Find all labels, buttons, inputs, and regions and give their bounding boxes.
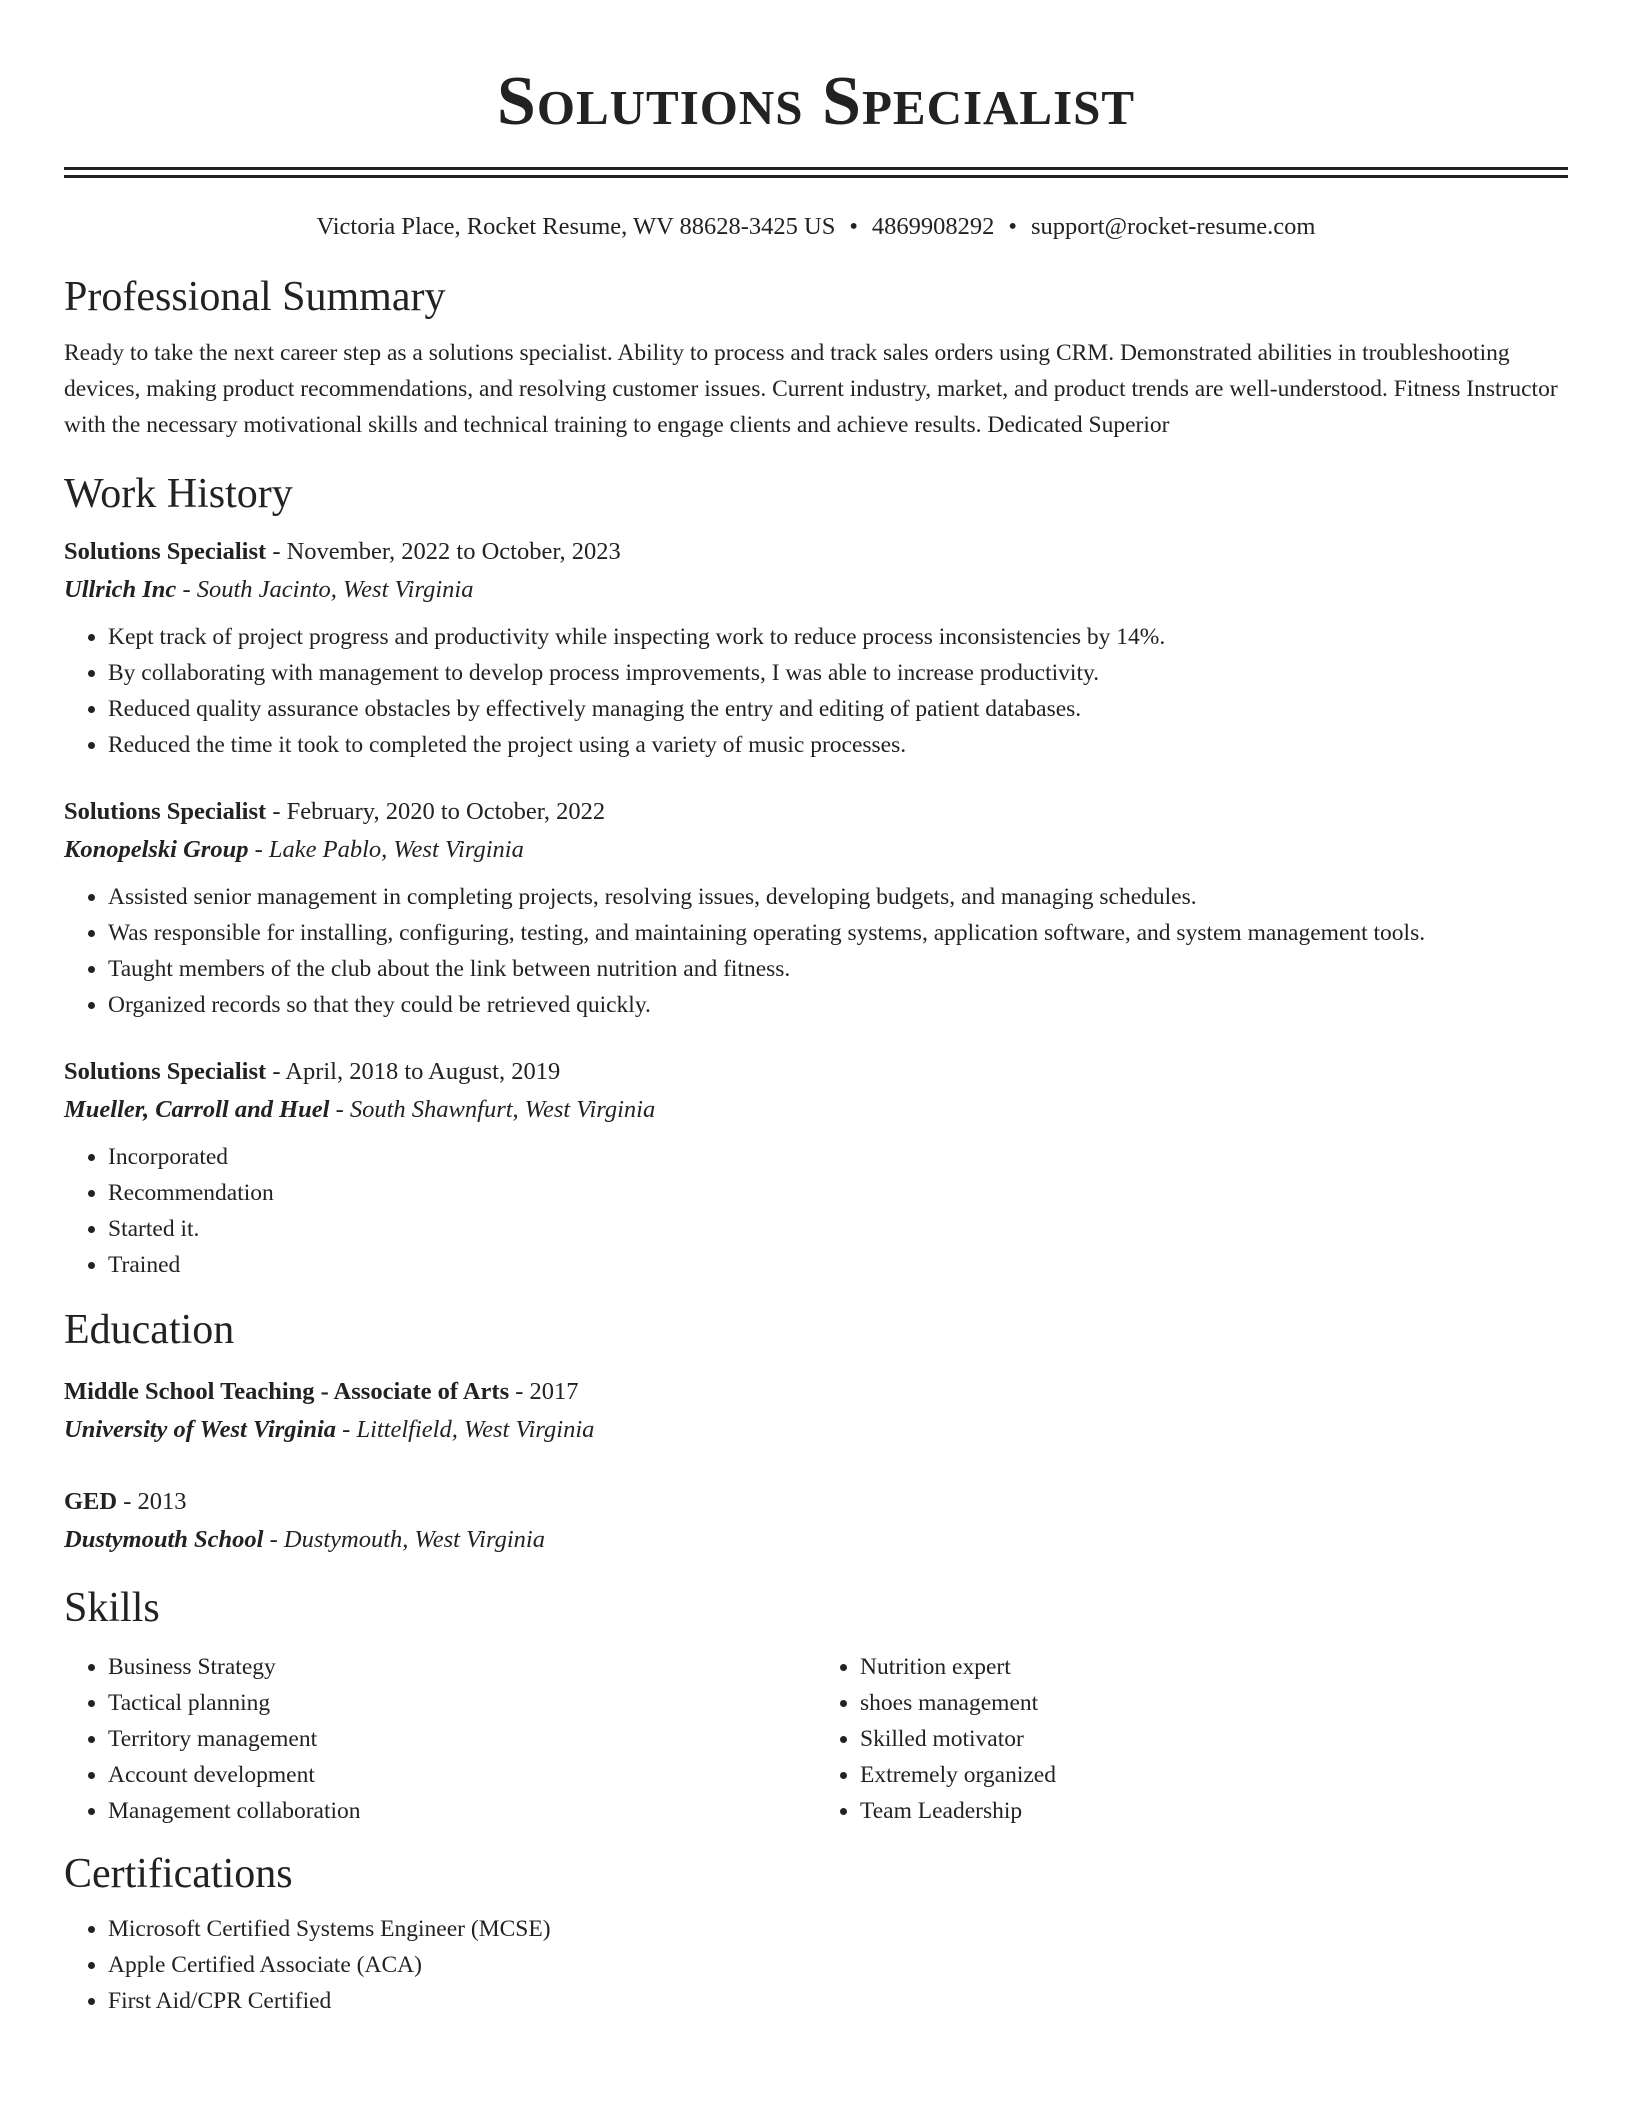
education-school: University of West Virginia bbox=[64, 1416, 337, 1443]
job-bullets bbox=[64, 879, 1568, 1023]
job-role: Solutions Specialist bbox=[64, 798, 267, 825]
work-history-heading: Work History bbox=[64, 471, 293, 517]
list-item: • Started it. bbox=[108, 1211, 1568, 1247]
job-role: Solutions Specialist bbox=[64, 538, 267, 565]
job-company-line bbox=[64, 1091, 1568, 1129]
education-school-line bbox=[64, 1521, 1568, 1559]
list-item: • Extremely organized bbox=[860, 1757, 1568, 1793]
list-item: • Territory management bbox=[108, 1721, 816, 1757]
list-item: • Skilled motivator bbox=[860, 1721, 1568, 1757]
education-entry bbox=[64, 1373, 1568, 1449]
list-item: • Organized records so that they could be retrieved quickly. bbox=[108, 987, 1568, 1023]
list-item: • shoes management bbox=[860, 1685, 1568, 1721]
skills-list-right bbox=[816, 1649, 1568, 1829]
list-item: • By collaborating with management to develop process improvements, I was able to increase productivity. bbox=[108, 655, 1568, 691]
education-location: - Dustymouth, West Virginia bbox=[263, 1526, 545, 1553]
job-header bbox=[64, 1053, 1568, 1091]
job-location: - South Jacinto, West Virginia bbox=[176, 576, 474, 603]
contact-separator: • bbox=[1008, 213, 1017, 240]
education-school: Dustymouth School bbox=[64, 1526, 264, 1553]
education-entry bbox=[64, 1483, 1568, 1559]
list-item: • Management collaboration bbox=[108, 1793, 816, 1829]
summary-text: Ready to take the next career step as a solutions specialist. Ability to process and track sales orders using CRM. Demonstrated abilities in troubleshooting devices, making product recommendations, and resolving customer issues. Current industry, market, and product trends are well-understood. Fitness Instructor with the necessary motivational skills and technical training to engage clients and achieve results. Dedicated Superior bbox=[64, 340, 1558, 438]
contact-line bbox=[64, 212, 1568, 242]
list-item: • Taught members of the club about the link between nutrition and fitness. bbox=[108, 951, 1568, 987]
title-divider-bottom bbox=[64, 175, 1568, 178]
job-header bbox=[64, 793, 1568, 831]
contact-separator: • bbox=[849, 213, 858, 240]
list-item: • Was responsible for installing, configuring, testing, and maintaining operating systems, application software, and system management tools. bbox=[108, 915, 1568, 951]
list-item: • Microsoft Certified Systems Engineer (MCSE) bbox=[108, 1911, 1568, 1947]
education-location: - Littelfield, West Virginia bbox=[336, 1416, 595, 1443]
job-dates: - April, 2018 to August, 2019 bbox=[266, 1058, 561, 1085]
certifications-heading: Certifications bbox=[64, 1851, 293, 1897]
summary-heading: Professional Summary bbox=[64, 274, 446, 320]
education-heading: Education bbox=[64, 1307, 235, 1353]
list-item: • Apple Certified Associate (ACA) bbox=[108, 1947, 1568, 1983]
list-item: • Assisted senior management in completing projects, resolving issues, developing budgets, and managing schedules. bbox=[108, 879, 1568, 915]
job-bullets bbox=[64, 1139, 1568, 1283]
job-header bbox=[64, 533, 1568, 571]
education-header bbox=[64, 1483, 1568, 1521]
education-year: - 2017 bbox=[509, 1378, 579, 1405]
job-role: Solutions Specialist bbox=[64, 1058, 267, 1085]
job-entry bbox=[64, 793, 1568, 1023]
list-item: • Account development bbox=[108, 1757, 816, 1793]
contact-address: Victoria Place, Rocket Resume, WV 88628-3425 US bbox=[316, 213, 836, 240]
job-company-line bbox=[64, 571, 1568, 609]
job-dates: - November, 2022 to October, 2023 bbox=[266, 538, 621, 565]
education-degree: GED bbox=[64, 1488, 118, 1515]
list-item: • Reduced quality assurance obstacles by effectively managing the entry and editing of patient databases. bbox=[108, 691, 1568, 727]
list-item: • Incorporated bbox=[108, 1139, 1568, 1175]
list-item: • Business Strategy bbox=[108, 1649, 816, 1685]
education-year: - 2013 bbox=[117, 1488, 187, 1515]
list-item: • Team Leadership bbox=[860, 1793, 1568, 1829]
education-school-line bbox=[64, 1411, 1568, 1449]
job-company: Mueller, Carroll and Huel bbox=[64, 1096, 330, 1123]
skills-columns bbox=[64, 1649, 1568, 1829]
job-company: Konopelski Group bbox=[64, 836, 249, 863]
job-entry bbox=[64, 533, 1568, 763]
skills-list-left bbox=[64, 1649, 816, 1829]
resume-page bbox=[64, 0, 1568, 2019]
list-item: • First Aid/CPR Certified bbox=[108, 1983, 1568, 2019]
contact-email[interactable]: support@rocket-resume.com bbox=[1031, 213, 1316, 240]
list-item: • Nutrition expert bbox=[860, 1649, 1568, 1685]
education-header bbox=[64, 1373, 1568, 1411]
job-company-line bbox=[64, 831, 1568, 869]
certifications-list bbox=[64, 1911, 1568, 2019]
job-location: - Lake Pablo, West Virginia bbox=[248, 836, 524, 863]
contact-phone: 4869908292 bbox=[871, 213, 995, 240]
job-company: Ullrich Inc bbox=[64, 576, 177, 603]
list-item: • Trained bbox=[108, 1247, 1568, 1283]
education-degree: Middle School Teaching - Associate of Arts bbox=[64, 1378, 510, 1405]
job-bullets bbox=[64, 619, 1568, 763]
list-item: • Tactical planning bbox=[108, 1685, 816, 1721]
job-location: - South Shawnfurt, West Virginia bbox=[329, 1096, 656, 1123]
skills-heading: Skills bbox=[64, 1585, 160, 1631]
list-item: • Reduced the time it took to completed the project using a variety of music processes. bbox=[108, 727, 1568, 763]
list-item: • Recommendation bbox=[108, 1175, 1568, 1211]
job-entry bbox=[64, 1053, 1568, 1283]
job-dates: - February, 2020 to October, 2022 bbox=[266, 798, 606, 825]
resume-title: Solutions Specialist bbox=[496, 63, 1136, 140]
list-item: • Kept track of project progress and productivity while inspecting work to reduce process inconsistencies by 14%. bbox=[108, 619, 1568, 655]
